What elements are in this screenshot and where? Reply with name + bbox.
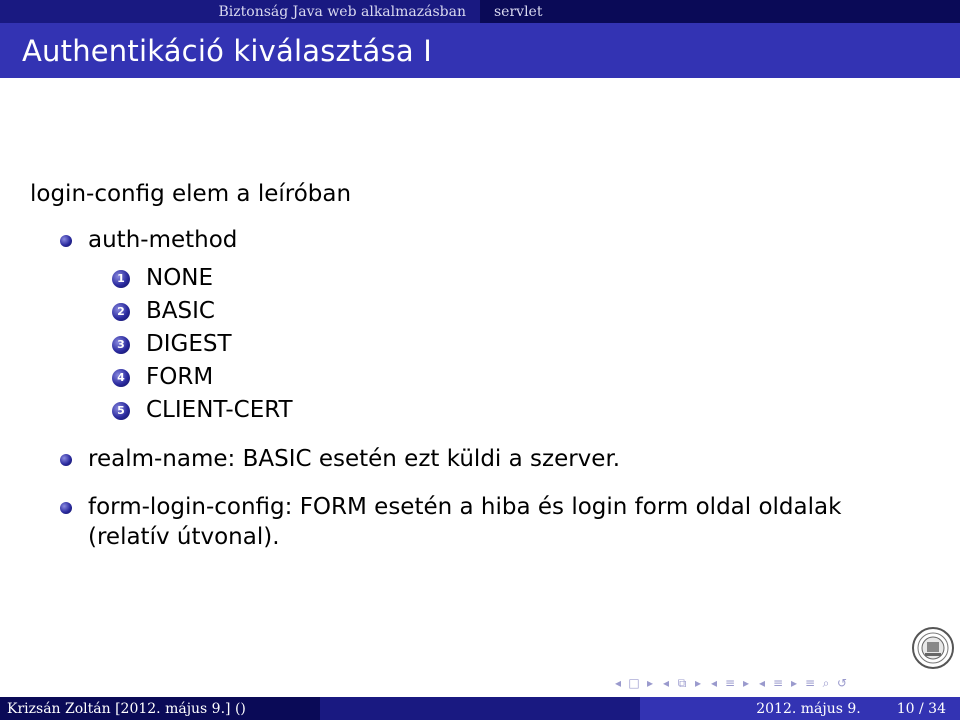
subsection-icon[interactable]: ⧉ <box>677 675 687 690</box>
undo-icon[interactable]: ↺ <box>836 676 848 690</box>
section-icon[interactable]: ≡ <box>724 676 736 690</box>
footer-author-label: Krizsán Zoltán [2012. május 9.] () <box>7 700 246 717</box>
university-seal-logo <box>911 626 955 670</box>
form-login-config-text: form-login-config: FORM esetén a hiba és login form oldal oldalak (relatív útvonal). <box>88 493 842 550</box>
footer-info <box>640 697 960 720</box>
slide-content <box>30 180 930 570</box>
navigation-bar <box>612 674 956 692</box>
number-badge: 5 <box>112 402 130 420</box>
footer-author <box>0 697 320 720</box>
header-bar <box>0 0 960 23</box>
bullet-form-login-config <box>30 493 930 553</box>
footer-title <box>320 697 640 720</box>
list-item-label: NONE <box>146 264 214 291</box>
list-item-label: DIGEST <box>146 330 232 357</box>
realm-name-text: realm-name: BASIC esetén ezt küldi a szerver. <box>88 445 621 472</box>
next-frame-icon[interactable]: ▸ <box>646 676 654 690</box>
frame-title: Authentikáció kiválasztása I <box>22 33 432 68</box>
footer-bar <box>0 697 960 720</box>
list-item <box>88 361 930 394</box>
lead-text: login-config elem a leíróban <box>30 181 352 207</box>
list-item-label: CLIENT-CERT <box>146 396 293 423</box>
prev-subsection-icon[interactable]: ◂ <box>662 676 670 690</box>
header-section-label[interactable]: Biztonság Java web alkalmazásban <box>218 3 466 20</box>
list-item-label: BASIC <box>146 297 215 324</box>
bullet-icon <box>60 235 72 247</box>
footer-page-number: 10 / 34 <box>896 700 946 717</box>
bullet-auth-method <box>30 226 930 427</box>
list-item <box>88 394 930 427</box>
number-badge: 2 <box>112 303 130 321</box>
align-icon[interactable]: ≡ <box>804 676 816 690</box>
number-badge: 3 <box>112 336 130 354</box>
frame-icon[interactable]: □ <box>628 676 640 690</box>
header-subsection-label[interactable]: servlet <box>494 3 543 20</box>
bullet-icon <box>60 454 72 466</box>
footer-date: 2012. május 9. <box>756 700 861 717</box>
auth-method-list <box>88 262 930 427</box>
list-item-label: FORM <box>146 363 214 390</box>
prev-frame-icon[interactable]: ◂ <box>614 676 622 690</box>
list-item <box>88 262 930 295</box>
next-part-icon[interactable]: ▸ <box>790 676 798 690</box>
prev-section-icon[interactable]: ◂ <box>710 676 718 690</box>
prev-part-icon[interactable]: ◂ <box>758 676 766 690</box>
list-item <box>88 295 930 328</box>
auth-method-label: auth-method <box>88 226 238 253</box>
number-badge: 4 <box>112 369 130 387</box>
next-subsection-icon[interactable]: ▸ <box>694 676 702 690</box>
bullet-realm-name <box>30 445 930 475</box>
header-section[interactable] <box>0 0 480 23</box>
next-section-icon[interactable]: ▸ <box>742 676 750 690</box>
bullet-icon <box>60 502 72 514</box>
part-icon[interactable]: ≡ <box>772 676 784 690</box>
list-item <box>88 328 930 361</box>
header-subsection[interactable] <box>480 0 960 23</box>
frame-title-bar <box>0 23 960 78</box>
number-badge: 1 <box>112 270 130 288</box>
search-icon[interactable]: ⌕ <box>822 675 830 690</box>
